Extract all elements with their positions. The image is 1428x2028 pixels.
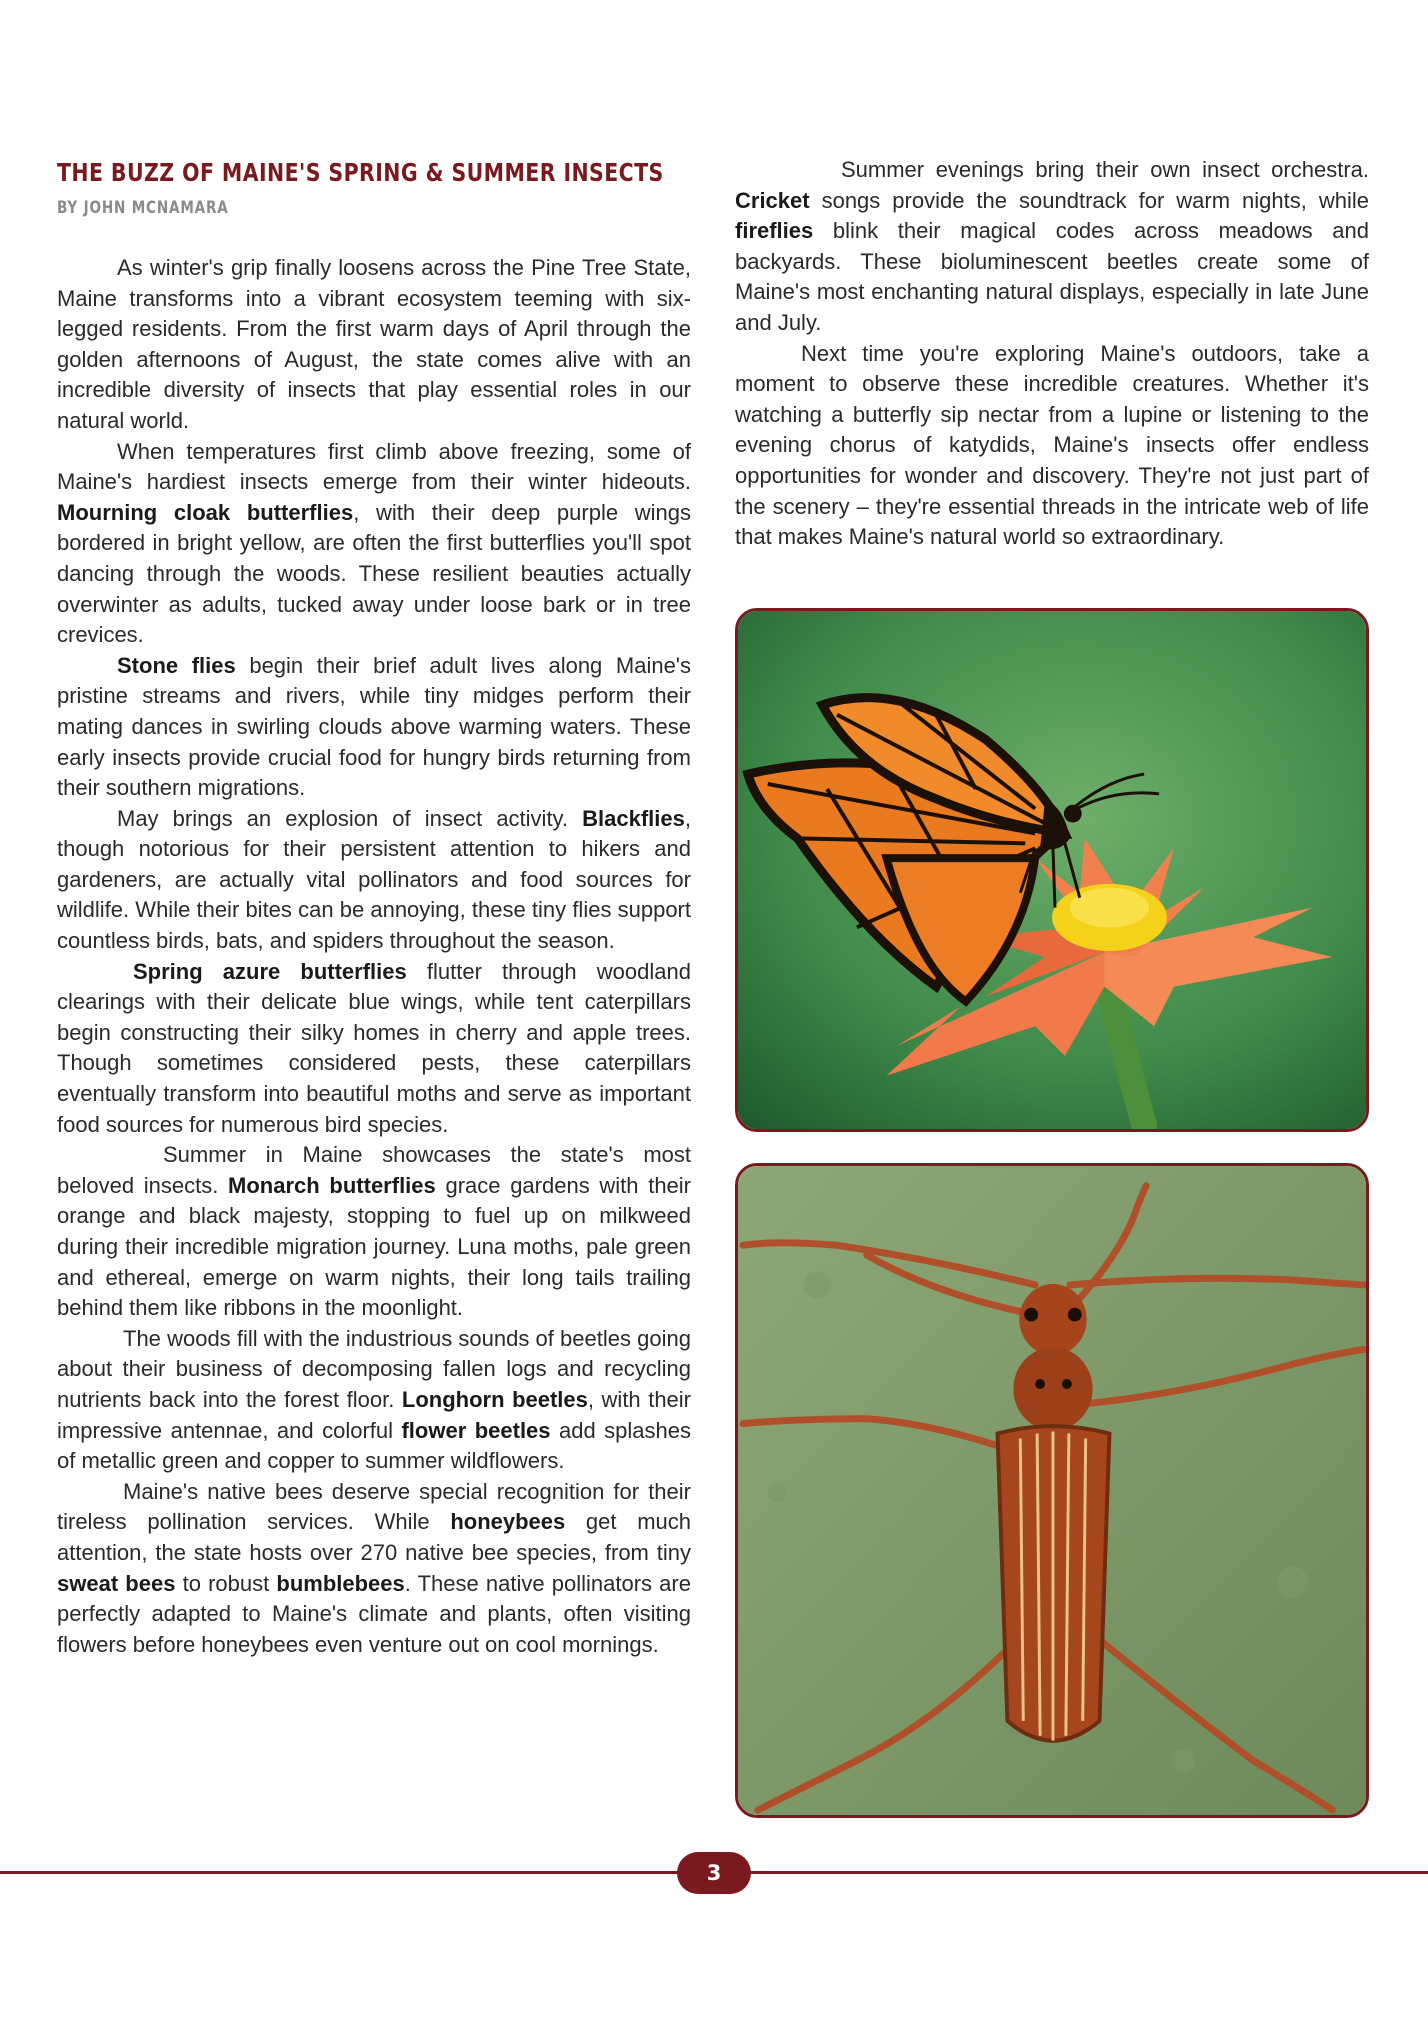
- paragraph-may: [57, 804, 691, 957]
- text-run: blink their magical codes across meadows and backyards. These bioluminescent beetles create some of Maine's most enchanting natural displays, especially in late June and July.: [735, 218, 1369, 335]
- butterfly-illustration: [738, 611, 1366, 1129]
- monarch-butterfly-photo: [735, 608, 1369, 1132]
- paragraph-evenings: [735, 155, 1369, 339]
- paragraph-closing: Next time you're exploring Maine's outdoors, take a moment to observe these incredible creatures. Whether it's watching a butterfly sip nectar from a lupine or listening to the evening chorus of katydids, Maine's insects offer endless opportunities for wonder and discovery. They're not just part of the scenery – they're essential threads in the intricate web of life that makes Maine's natural world so extraordinary.: [735, 340, 1369, 550]
- text-run: grace gardens with their orange and black majesty, stopping to fuel up on milkweed during their incredible migration journey. Luna moths, pale green and ethereal, emerge on warm nights, their long tails trailing behind them like ribbons in the moonlight.: [57, 1172, 692, 1321]
- bold-term-mourning-cloak: Mourning cloak butterflies: [57, 499, 354, 525]
- bold-term-blackflies: Blackflies: [582, 805, 685, 831]
- text-run: flutter through woodland clearings with their delicate blue wings, while tent caterpillars begin constructing their silky homes in cherry and apple trees. Though sometimes considered pests, these caterpillars eventually transform into beautiful moths and serve as important food sources for numerous bird species.: [57, 958, 691, 1137]
- text-run: The woods fill with the industrious sounds of beetles going about their business of decomposing fallen logs and recycling nutrients back into the forest floor.: [57, 1325, 691, 1412]
- bold-term-monarch: Monarch butterflies: [228, 1172, 436, 1198]
- bold-term-cricket: Cricket: [735, 187, 810, 213]
- paragraph-intro: As winter's grip finally loosens across the Pine Tree State, Maine transforms into a vibrant ecosystem teeming with six-legged residents. From the first warm days of April through the golden afternoons of August, the state comes alive with an incredible diversity of insects that play essential roles in our natural world.: [57, 255, 691, 433]
- text-run: to robust: [175, 1570, 277, 1596]
- author-byline: BY JOHN MCNAMARA: [57, 198, 229, 218]
- bold-term-sweat-bees: sweat bees: [57, 1570, 176, 1596]
- bold-term-bumblebees: bumblebees: [276, 1570, 405, 1596]
- text-run: Summer in Maine showcases the state's most beloved insects.: [57, 1142, 691, 1198]
- text-run: begin their brief adult lives along Maine's pristine streams and rivers, while tiny midges perform their mating dances in swirling clouds above warming waters. These early insects provide crucial food for hungry birds returning from their southern migrations.: [57, 652, 691, 801]
- bold-term-stone-flies: Stone flies: [117, 652, 236, 678]
- longhorn-beetle-photo: [735, 1163, 1369, 1818]
- bold-term-honeybees: honeybees: [450, 1509, 566, 1535]
- text-run: . These native pollinators are perfectly adapted to Maine's climate and plants, often visiting flowers before honeybees even venture out on cool mornings.: [57, 1570, 691, 1657]
- bold-term-fireflies: fireflies: [735, 218, 814, 244]
- text-run: , with their deep purple wings bordered in bright yellow, are often the first butterflies you'll spot dancing through the woods. These resilient beauties actually overwinter as adults, tucked away under loose bark or in tree crevices.: [57, 499, 692, 648]
- left-column: [57, 253, 691, 1660]
- text-run: , with their impressive antennae, and colorful: [57, 1386, 692, 1443]
- text-run: May brings an explosion of insect activity.: [117, 805, 583, 831]
- text-run: Maine's native bees deserve special recognition for their tireless pollination services. While: [57, 1478, 691, 1535]
- paragraph-spring-azure: [57, 957, 691, 1141]
- text-run: get much attention, the state hosts over 270 native bee species, from tiny: [57, 1509, 691, 1565]
- text-run: songs provide the soundtrack for warm nights, while: [809, 187, 1369, 213]
- article-title: THE BUZZ OF MAINE'S SPRING & SUMMER INSECTS: [57, 158, 664, 187]
- bold-term-spring-azure: Spring azure butterflies: [133, 958, 407, 984]
- text-run: , though notorious for their persistent attention to hikers and gardeners, are actually vital pollinators and food sources for wildlife. While their bites can be annoying, these tiny flies support countless birds, bats, and spiders throughout the season.: [57, 805, 691, 954]
- paragraph-stone-flies: [57, 651, 691, 804]
- text-run: Summer evenings bring their own insect orchestra.: [841, 157, 1369, 182]
- bold-term-flower-beetles: flower beetles: [401, 1417, 551, 1443]
- page-number-badge: 3: [677, 1852, 751, 1894]
- right-column: [735, 155, 1369, 553]
- text-run: When temperatures first climb above freezing, some of Maine's hardiest insects emerge from their winter hideouts.: [57, 438, 691, 495]
- paragraph-beetles: [57, 1324, 691, 1477]
- beetle-illustration: [738, 1166, 1366, 1815]
- paragraph-native-bees: [57, 1477, 691, 1661]
- paragraph-early-spring: [57, 437, 691, 651]
- text-run: add splashes of metallic green and copper to summer wildflowers.: [57, 1417, 691, 1474]
- paragraph-summer: [57, 1140, 691, 1324]
- bold-term-longhorn-beetles: Longhorn beetles: [401, 1386, 588, 1412]
